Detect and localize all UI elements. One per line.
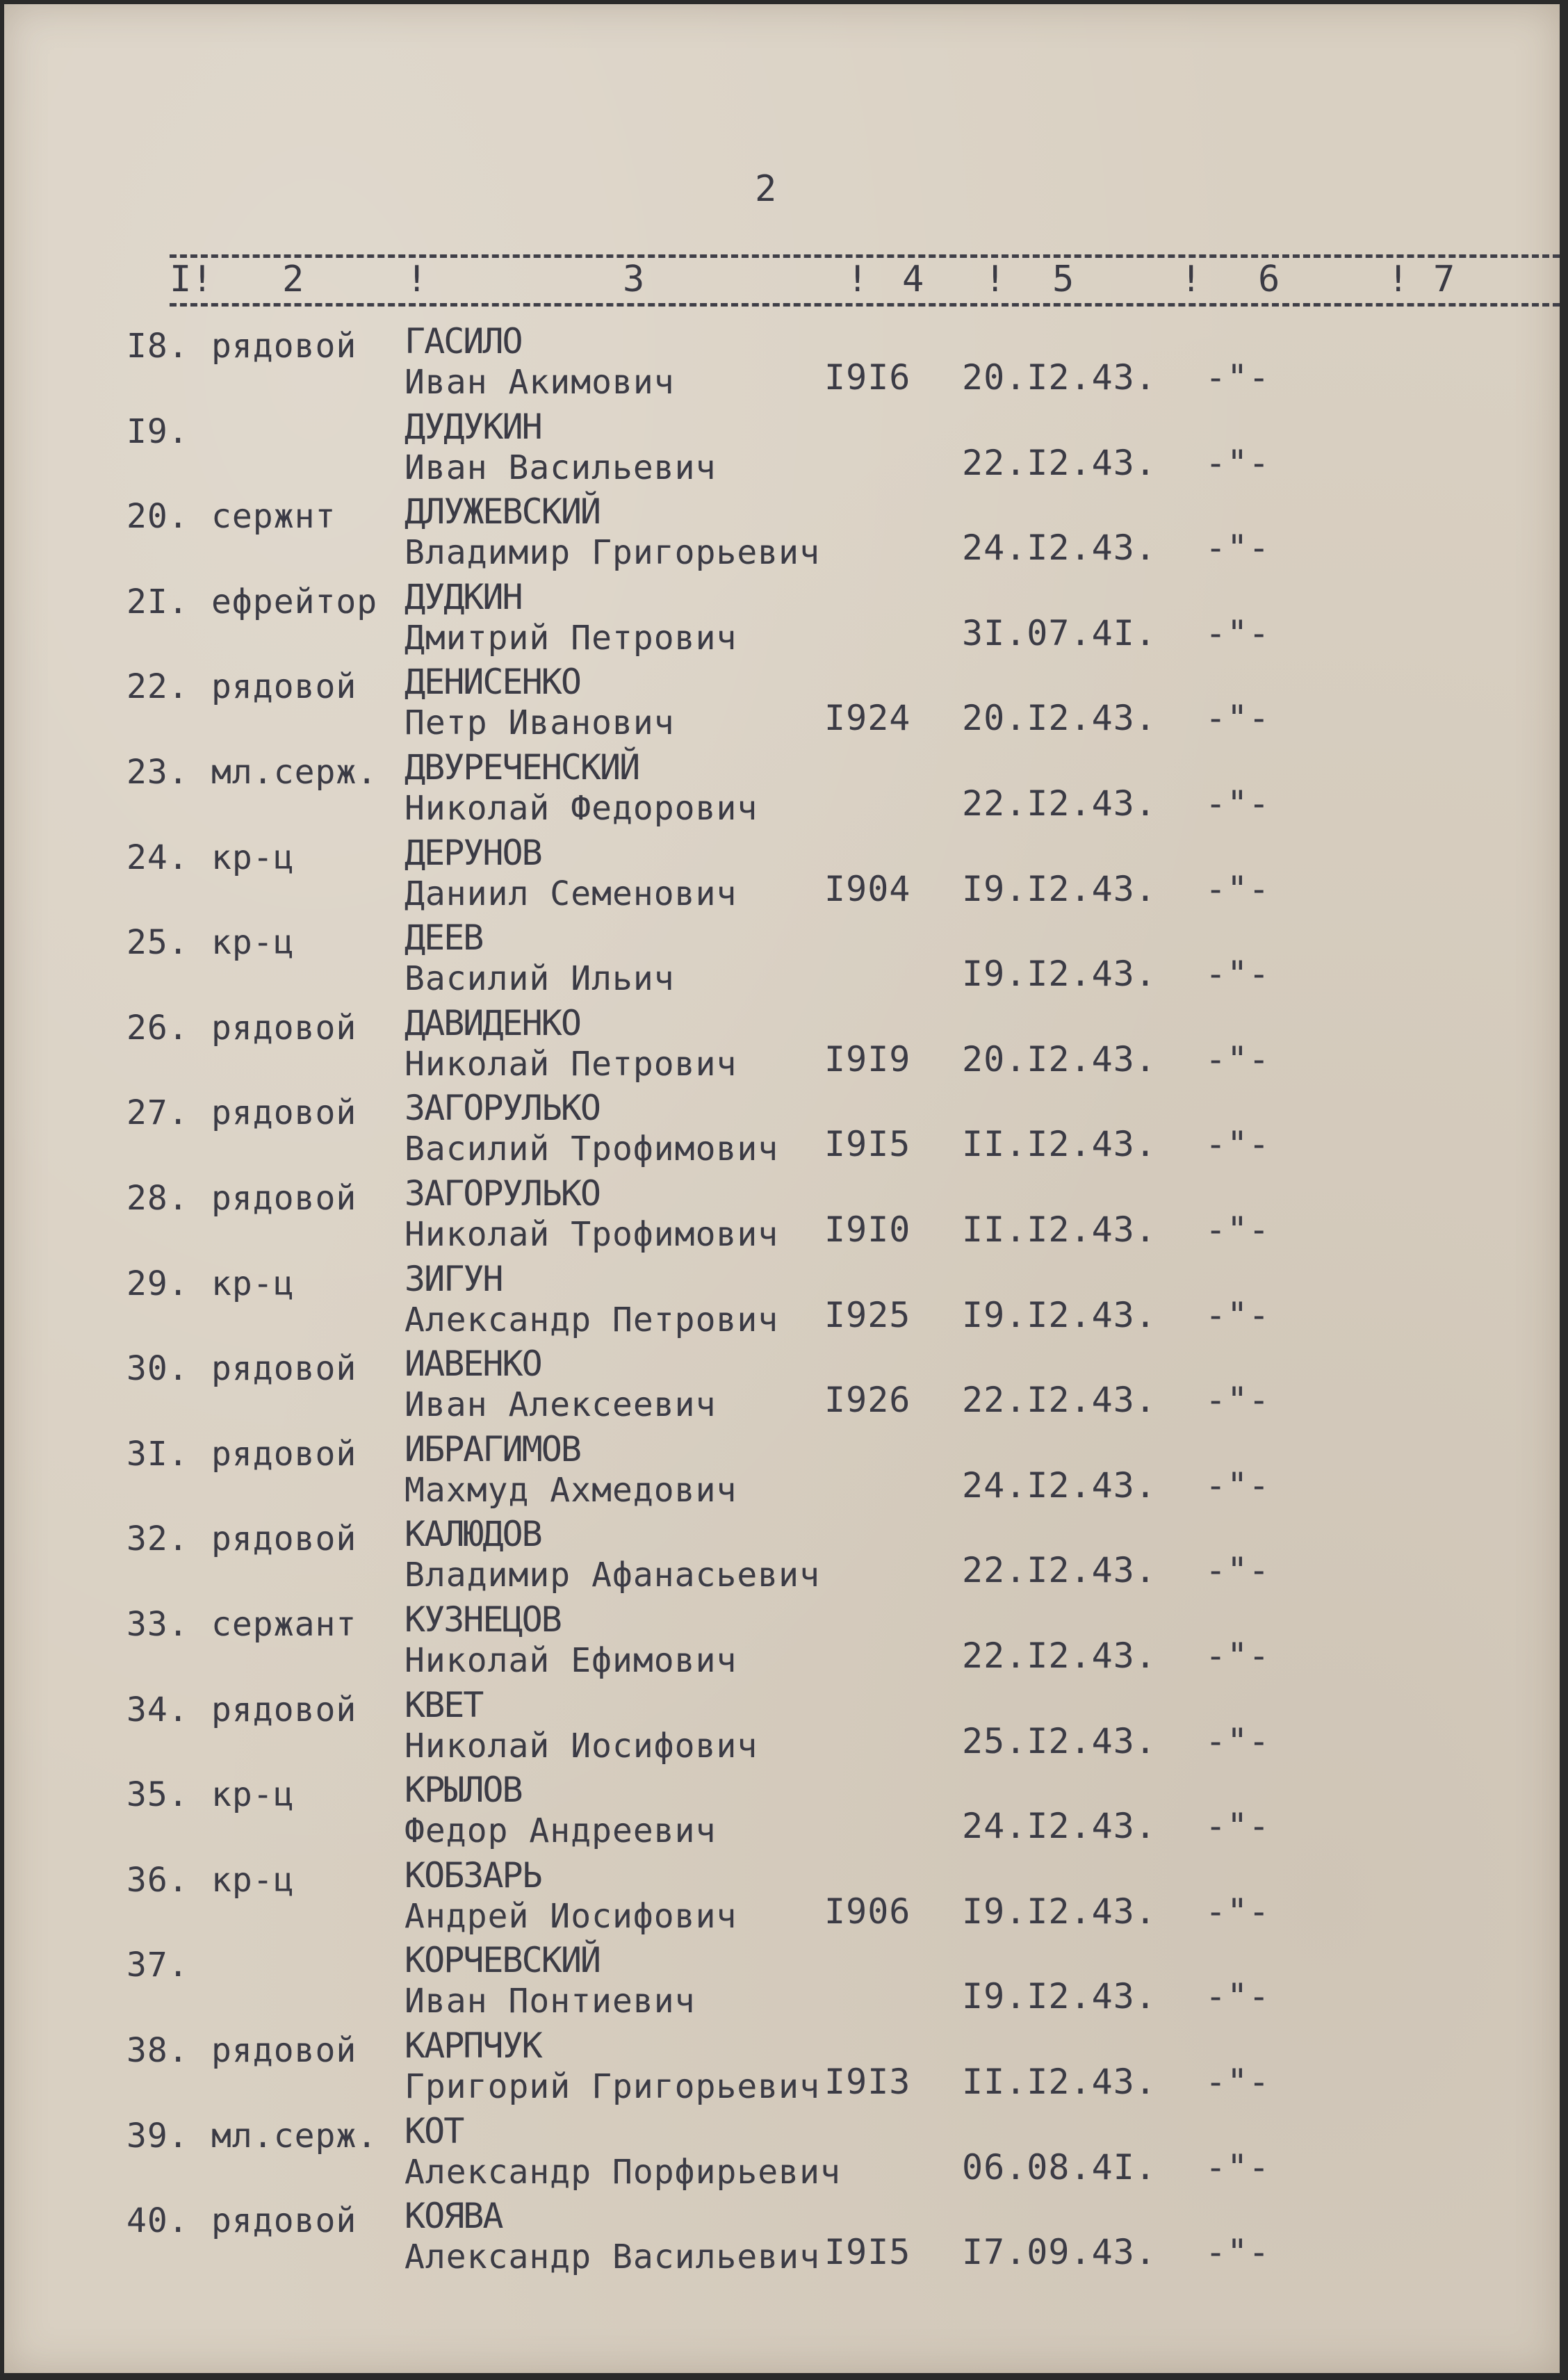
row-number: 28. xyxy=(126,1179,189,1218)
date-cell: 25.I2.43. xyxy=(962,1720,1157,1761)
page-number: 2 xyxy=(755,168,777,210)
rank-cell: рядовой xyxy=(211,1093,357,1133)
row-number: 2I. xyxy=(126,582,189,621)
column-separator: ! xyxy=(406,259,428,300)
surname-cell: ИАВЕНКО xyxy=(405,1344,541,1385)
birth-year-cell: I9I5 xyxy=(824,1124,911,1165)
given-name-cell: Петр Иванович xyxy=(405,703,675,743)
row-number: 27. xyxy=(126,1093,189,1133)
surname-cell: КАРПЧУК xyxy=(405,2026,541,2066)
surname-cell: ЗАГОРУЛЬКО xyxy=(405,1088,601,1129)
header-top-rule xyxy=(170,254,1560,258)
table-row xyxy=(4,1342,1560,1427)
birth-year-cell: I926 xyxy=(824,1380,911,1421)
surname-cell: КУЗНЕЦОВ xyxy=(405,1599,561,1640)
given-name-cell: Григорий Григорьевич xyxy=(405,2067,820,2106)
given-name-cell: Николай Федорович xyxy=(405,789,758,828)
row-number: 22. xyxy=(126,667,189,707)
rank-cell: рядовой xyxy=(211,1349,357,1389)
column-header-2: 2 xyxy=(282,259,304,300)
ditto-mark-cell: -"- xyxy=(1205,2146,1271,2187)
birth-year-cell: I9I5 xyxy=(824,2232,911,2273)
rank-cell: рядовой xyxy=(211,1519,357,1559)
rank-cell: ефрейтор xyxy=(211,582,378,621)
surname-cell: КРЫЛОВ xyxy=(405,1770,522,1811)
surname-cell: ДЕЕВ xyxy=(405,918,483,959)
ditto-mark-cell: -"- xyxy=(1205,1891,1271,1932)
given-name-cell: Александр Васильевич xyxy=(405,2238,820,2277)
row-number: 29. xyxy=(126,1264,189,1303)
surname-cell: ИБРАГИМОВ xyxy=(405,1428,580,1469)
birth-year-cell: I906 xyxy=(824,1891,911,1932)
given-name-cell: Василий Ильич xyxy=(405,959,675,999)
row-number: 3I. xyxy=(126,1434,189,1474)
surname-cell: ГАСИЛО xyxy=(405,321,522,361)
column-header-7: 7 xyxy=(1433,259,1455,300)
date-cell: I9.I2.43. xyxy=(962,1976,1157,2017)
ditto-mark-cell: -"- xyxy=(1205,1720,1271,1761)
given-name-cell: Александр Порфирьевич xyxy=(405,2152,841,2192)
given-name-cell: Иван Васильевич xyxy=(405,448,717,487)
given-name-cell: Андрей Иосифович xyxy=(405,1896,737,1936)
column-separator: ! xyxy=(847,259,869,300)
table-row xyxy=(4,1172,1560,1257)
ditto-mark-cell: -"- xyxy=(1205,1380,1271,1421)
birth-year-cell: I9I6 xyxy=(824,357,911,398)
date-cell: 22.I2.43. xyxy=(962,1550,1157,1591)
surname-cell: ДУДКИН xyxy=(405,576,522,617)
table-row xyxy=(4,320,1560,405)
date-cell: I9.I2.43. xyxy=(962,1891,1157,1932)
date-cell: I9.I2.43. xyxy=(962,1294,1157,1335)
rank-cell: сержант xyxy=(211,1605,357,1644)
rank-cell: мл.серж. xyxy=(211,2116,378,2155)
table-row xyxy=(4,1854,1560,1939)
surname-cell: КОТ xyxy=(405,2110,464,2151)
date-cell: II.I2.43. xyxy=(962,1209,1157,1250)
date-cell: I7.09.43. xyxy=(962,2232,1157,2273)
rank-cell: кр-ц xyxy=(211,923,295,963)
column-header-3: 3 xyxy=(623,259,645,300)
given-name-cell: Василий Трофимович xyxy=(405,1130,779,1169)
table-row xyxy=(4,746,1560,831)
row-number: 35. xyxy=(126,1775,189,1815)
given-name-cell: Николай Иосифович xyxy=(405,1726,758,1766)
surname-cell: ДЛУЖЕВСКИЙ xyxy=(405,491,601,532)
date-cell: 22.I2.43. xyxy=(962,1636,1157,1676)
table-row xyxy=(4,1257,1560,1342)
rank-cell: кр-ц xyxy=(211,838,295,877)
rank-cell: сержнт xyxy=(211,497,336,537)
ditto-mark-cell: -"- xyxy=(1205,2062,1271,2102)
rank-cell: рядовой xyxy=(211,1008,357,1048)
table-row xyxy=(4,1002,1560,1086)
surname-cell: ДАВИДЕНКО xyxy=(405,1002,580,1043)
row-number: 39. xyxy=(126,2116,189,2155)
given-name-cell: Александр Петрович xyxy=(405,1300,779,1339)
birth-year-cell: I9I0 xyxy=(824,1209,911,1250)
given-name-cell: Даниил Семенович xyxy=(405,874,737,913)
surname-cell: ЗИГУН xyxy=(405,1258,503,1299)
given-name-cell: Махмуд Ахмедович xyxy=(405,1470,737,1510)
ditto-mark-cell: -"- xyxy=(1205,1550,1271,1591)
table-row xyxy=(4,916,1560,1001)
ditto-mark-cell: -"- xyxy=(1205,1976,1271,2017)
rank-cell: рядовой xyxy=(211,2031,357,2070)
row-number: 20. xyxy=(126,497,189,537)
table-row xyxy=(4,576,1560,660)
surname-cell: КОРЧЕВСКИЙ xyxy=(405,1940,601,1981)
table-row xyxy=(4,490,1560,575)
ditto-mark-cell: -"- xyxy=(1205,528,1271,569)
ditto-mark-cell: -"- xyxy=(1205,1294,1271,1335)
column-separator: ! xyxy=(984,259,1006,300)
column-separator: ! xyxy=(1387,259,1410,300)
row-number: 32. xyxy=(126,1519,189,1559)
date-cell: 20.I2.43. xyxy=(962,357,1157,398)
row-number: 40. xyxy=(126,2201,189,2241)
date-cell: II.I2.43. xyxy=(962,1124,1157,1165)
ditto-mark-cell: -"- xyxy=(1205,357,1271,398)
column-header-4: 4 xyxy=(902,259,924,300)
column-header-1: I! xyxy=(170,259,213,300)
given-name-cell: Иван Алексеевич xyxy=(405,1385,717,1425)
date-cell: 20.I2.43. xyxy=(962,1038,1157,1079)
given-name-cell: Николай Трофимович xyxy=(405,1215,779,1254)
row-number: I9. xyxy=(126,411,189,451)
ditto-mark-cell: -"- xyxy=(1205,1038,1271,1079)
date-cell: 20.I2.43. xyxy=(962,698,1157,739)
date-cell: 22.I2.43. xyxy=(962,442,1157,483)
given-name-cell: Владимир Афанасьевич xyxy=(405,1556,820,1595)
table-row xyxy=(4,1086,1560,1171)
ditto-mark-cell: -"- xyxy=(1205,783,1271,824)
column-header-5: 5 xyxy=(1052,259,1075,300)
row-number: 37. xyxy=(126,1946,189,1985)
given-name-cell: Николай Петрович xyxy=(405,1044,737,1084)
table-row xyxy=(4,1939,1560,2023)
rank-cell: кр-ц xyxy=(211,1860,295,1900)
rank-cell: мл.серж. xyxy=(211,753,378,792)
rank-cell: рядовой xyxy=(211,2201,357,2241)
surname-cell: ДЕРУНОВ xyxy=(405,832,541,873)
ditto-mark-cell: -"- xyxy=(1205,612,1271,653)
birth-year-cell: I925 xyxy=(824,1294,911,1335)
rank-cell: кр-ц xyxy=(211,1264,295,1303)
row-number: 34. xyxy=(126,1690,189,1729)
row-number: 23. xyxy=(126,753,189,792)
header-bottom-rule xyxy=(170,303,1560,307)
rank-cell: рядовой xyxy=(211,1690,357,1729)
rank-cell: рядовой xyxy=(211,1434,357,1474)
rank-cell: рядовой xyxy=(211,1179,357,1218)
surname-cell: КОБЗАРЬ xyxy=(405,1855,541,1896)
row-number: 30. xyxy=(126,1349,189,1389)
table-row xyxy=(4,831,1560,916)
table-row xyxy=(4,1684,1560,1768)
ditto-mark-cell: -"- xyxy=(1205,2232,1271,2273)
ditto-mark-cell: -"- xyxy=(1205,1209,1271,1250)
given-name-cell: Иван Акимович xyxy=(405,363,675,402)
given-name-cell: Владимир Григорьевич xyxy=(405,533,820,573)
column-separator: ! xyxy=(1180,259,1202,300)
birth-year-cell: I924 xyxy=(824,698,911,739)
ditto-mark-cell: -"- xyxy=(1205,1636,1271,1676)
date-cell: 24.I2.43. xyxy=(962,1806,1157,1847)
row-number: 25. xyxy=(126,923,189,963)
given-name-cell: Иван Понтиевич xyxy=(405,1982,696,2021)
table-row xyxy=(4,2024,1560,2109)
ditto-mark-cell: -"- xyxy=(1205,1124,1271,1165)
surname-cell: КАЛЮДОВ xyxy=(405,1514,541,1555)
rank-cell: рядовой xyxy=(211,667,357,707)
table-row xyxy=(4,2110,1560,2194)
row-number: 36. xyxy=(126,1860,189,1900)
date-cell: I9.I2.43. xyxy=(962,954,1157,995)
birth-year-cell: I9I9 xyxy=(824,1038,911,1079)
date-cell: II.I2.43. xyxy=(962,2062,1157,2102)
given-name-cell: Николай Ефимович xyxy=(405,1641,737,1680)
birth-year-cell: I904 xyxy=(824,868,911,909)
table-row xyxy=(4,1428,1560,1513)
ditto-mark-cell: -"- xyxy=(1205,954,1271,995)
surname-cell: КОЯВА xyxy=(405,2196,503,2237)
row-number: I8. xyxy=(126,327,189,366)
date-cell: 06.08.4I. xyxy=(962,2146,1157,2187)
table-row xyxy=(4,1768,1560,1853)
table-row xyxy=(4,2194,1560,2279)
date-cell: 22.I2.43. xyxy=(962,1380,1157,1421)
date-cell: 22.I2.43. xyxy=(962,783,1157,824)
ditto-mark-cell: -"- xyxy=(1205,1465,1271,1506)
ditto-mark-cell: -"- xyxy=(1205,442,1271,483)
ditto-mark-cell: -"- xyxy=(1205,868,1271,909)
row-number: 26. xyxy=(126,1008,189,1048)
column-header-6: 6 xyxy=(1258,259,1280,300)
date-cell: 3I.07.4I. xyxy=(962,612,1157,653)
row-number: 38. xyxy=(126,2031,189,2070)
surname-cell: ДЕНИСЕНКО xyxy=(405,662,580,703)
ditto-mark-cell: -"- xyxy=(1205,1806,1271,1847)
table-row xyxy=(4,660,1560,745)
rank-cell: кр-ц xyxy=(211,1775,295,1815)
document-page xyxy=(4,4,1560,2373)
given-name-cell: Дмитрий Петрович xyxy=(405,618,737,658)
row-number: 24. xyxy=(126,838,189,877)
given-name-cell: Федор Андреевич xyxy=(405,1811,717,1851)
rank-cell: рядовой xyxy=(211,327,357,366)
surname-cell: КВЕТ xyxy=(405,1684,483,1725)
table-row xyxy=(4,1513,1560,1597)
date-cell: 24.I2.43. xyxy=(962,528,1157,569)
surname-cell: ДУДУКИН xyxy=(405,406,541,447)
table-row xyxy=(4,1598,1560,1683)
ditto-mark-cell: -"- xyxy=(1205,698,1271,739)
birth-year-cell: I9I3 xyxy=(824,2062,911,2102)
row-number: 33. xyxy=(126,1605,189,1644)
surname-cell: ЗАГОРУЛЬКО xyxy=(405,1173,601,1214)
surname-cell: ДВУРЕЧЕНСКИЙ xyxy=(405,747,639,788)
table-row xyxy=(4,405,1560,490)
date-cell: 24.I2.43. xyxy=(962,1465,1157,1506)
date-cell: I9.I2.43. xyxy=(962,868,1157,909)
